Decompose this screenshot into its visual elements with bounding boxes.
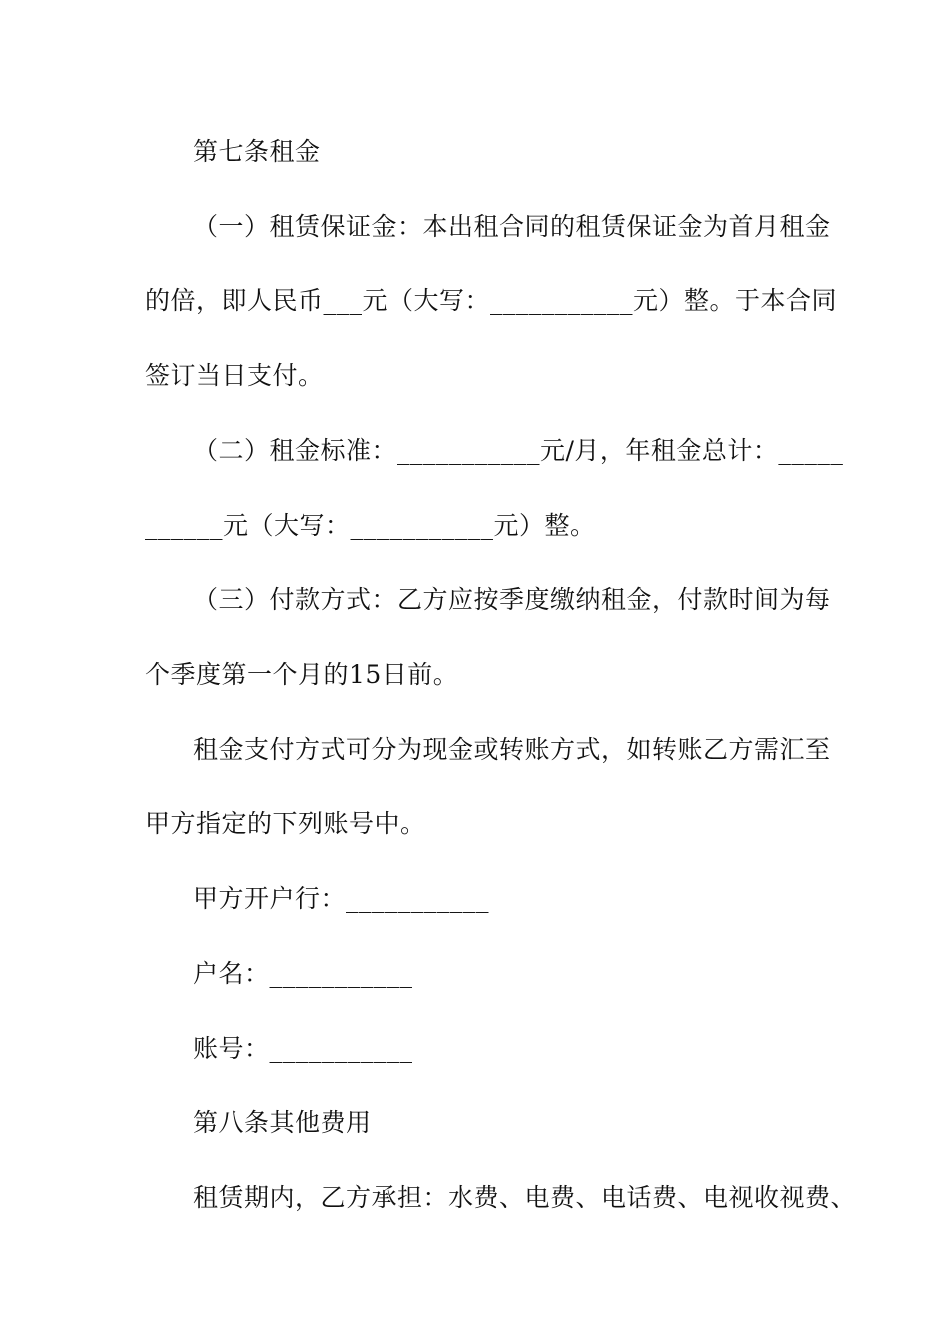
paragraph-line: （一）租赁保证金：本出租合同的租赁保证金为首月租金 bbox=[193, 212, 831, 241]
bank-field-line: 甲方开户行：___________ bbox=[193, 884, 490, 913]
paragraph-line: （二）租金标准：___________元/月，年租金总计：_____ bbox=[193, 436, 844, 465]
paragraph-line: 的倍，即人民币___元（大写：___________元）整。于本合同 bbox=[145, 286, 838, 315]
paragraph-line: 甲方指定的下列账号中。 bbox=[145, 809, 426, 838]
paragraph-line: 个季度第一个月的15日前。 bbox=[145, 660, 459, 689]
paragraph-line: （三）付款方式：乙方应按季度缴纳租金，付款时间为每 bbox=[193, 585, 831, 614]
account-name-line: 户名：___________ bbox=[193, 959, 413, 988]
paragraph-line: 租赁期内，乙方承担：水费、电费、电话费、电视收视费、 bbox=[193, 1183, 857, 1212]
account-number-line: 账号：___________ bbox=[193, 1034, 413, 1063]
article-7-heading: 第七条租金 bbox=[193, 137, 321, 166]
paragraph-line: ______元（大写：___________元）整。 bbox=[145, 511, 596, 540]
article-8-heading: 第八条其他费用 bbox=[193, 1108, 372, 1137]
paragraph-line: 签订当日支付。 bbox=[145, 361, 324, 390]
paragraph-line: 租金支付方式可分为现金或转账方式，如转账乙方需汇至 bbox=[193, 735, 831, 764]
